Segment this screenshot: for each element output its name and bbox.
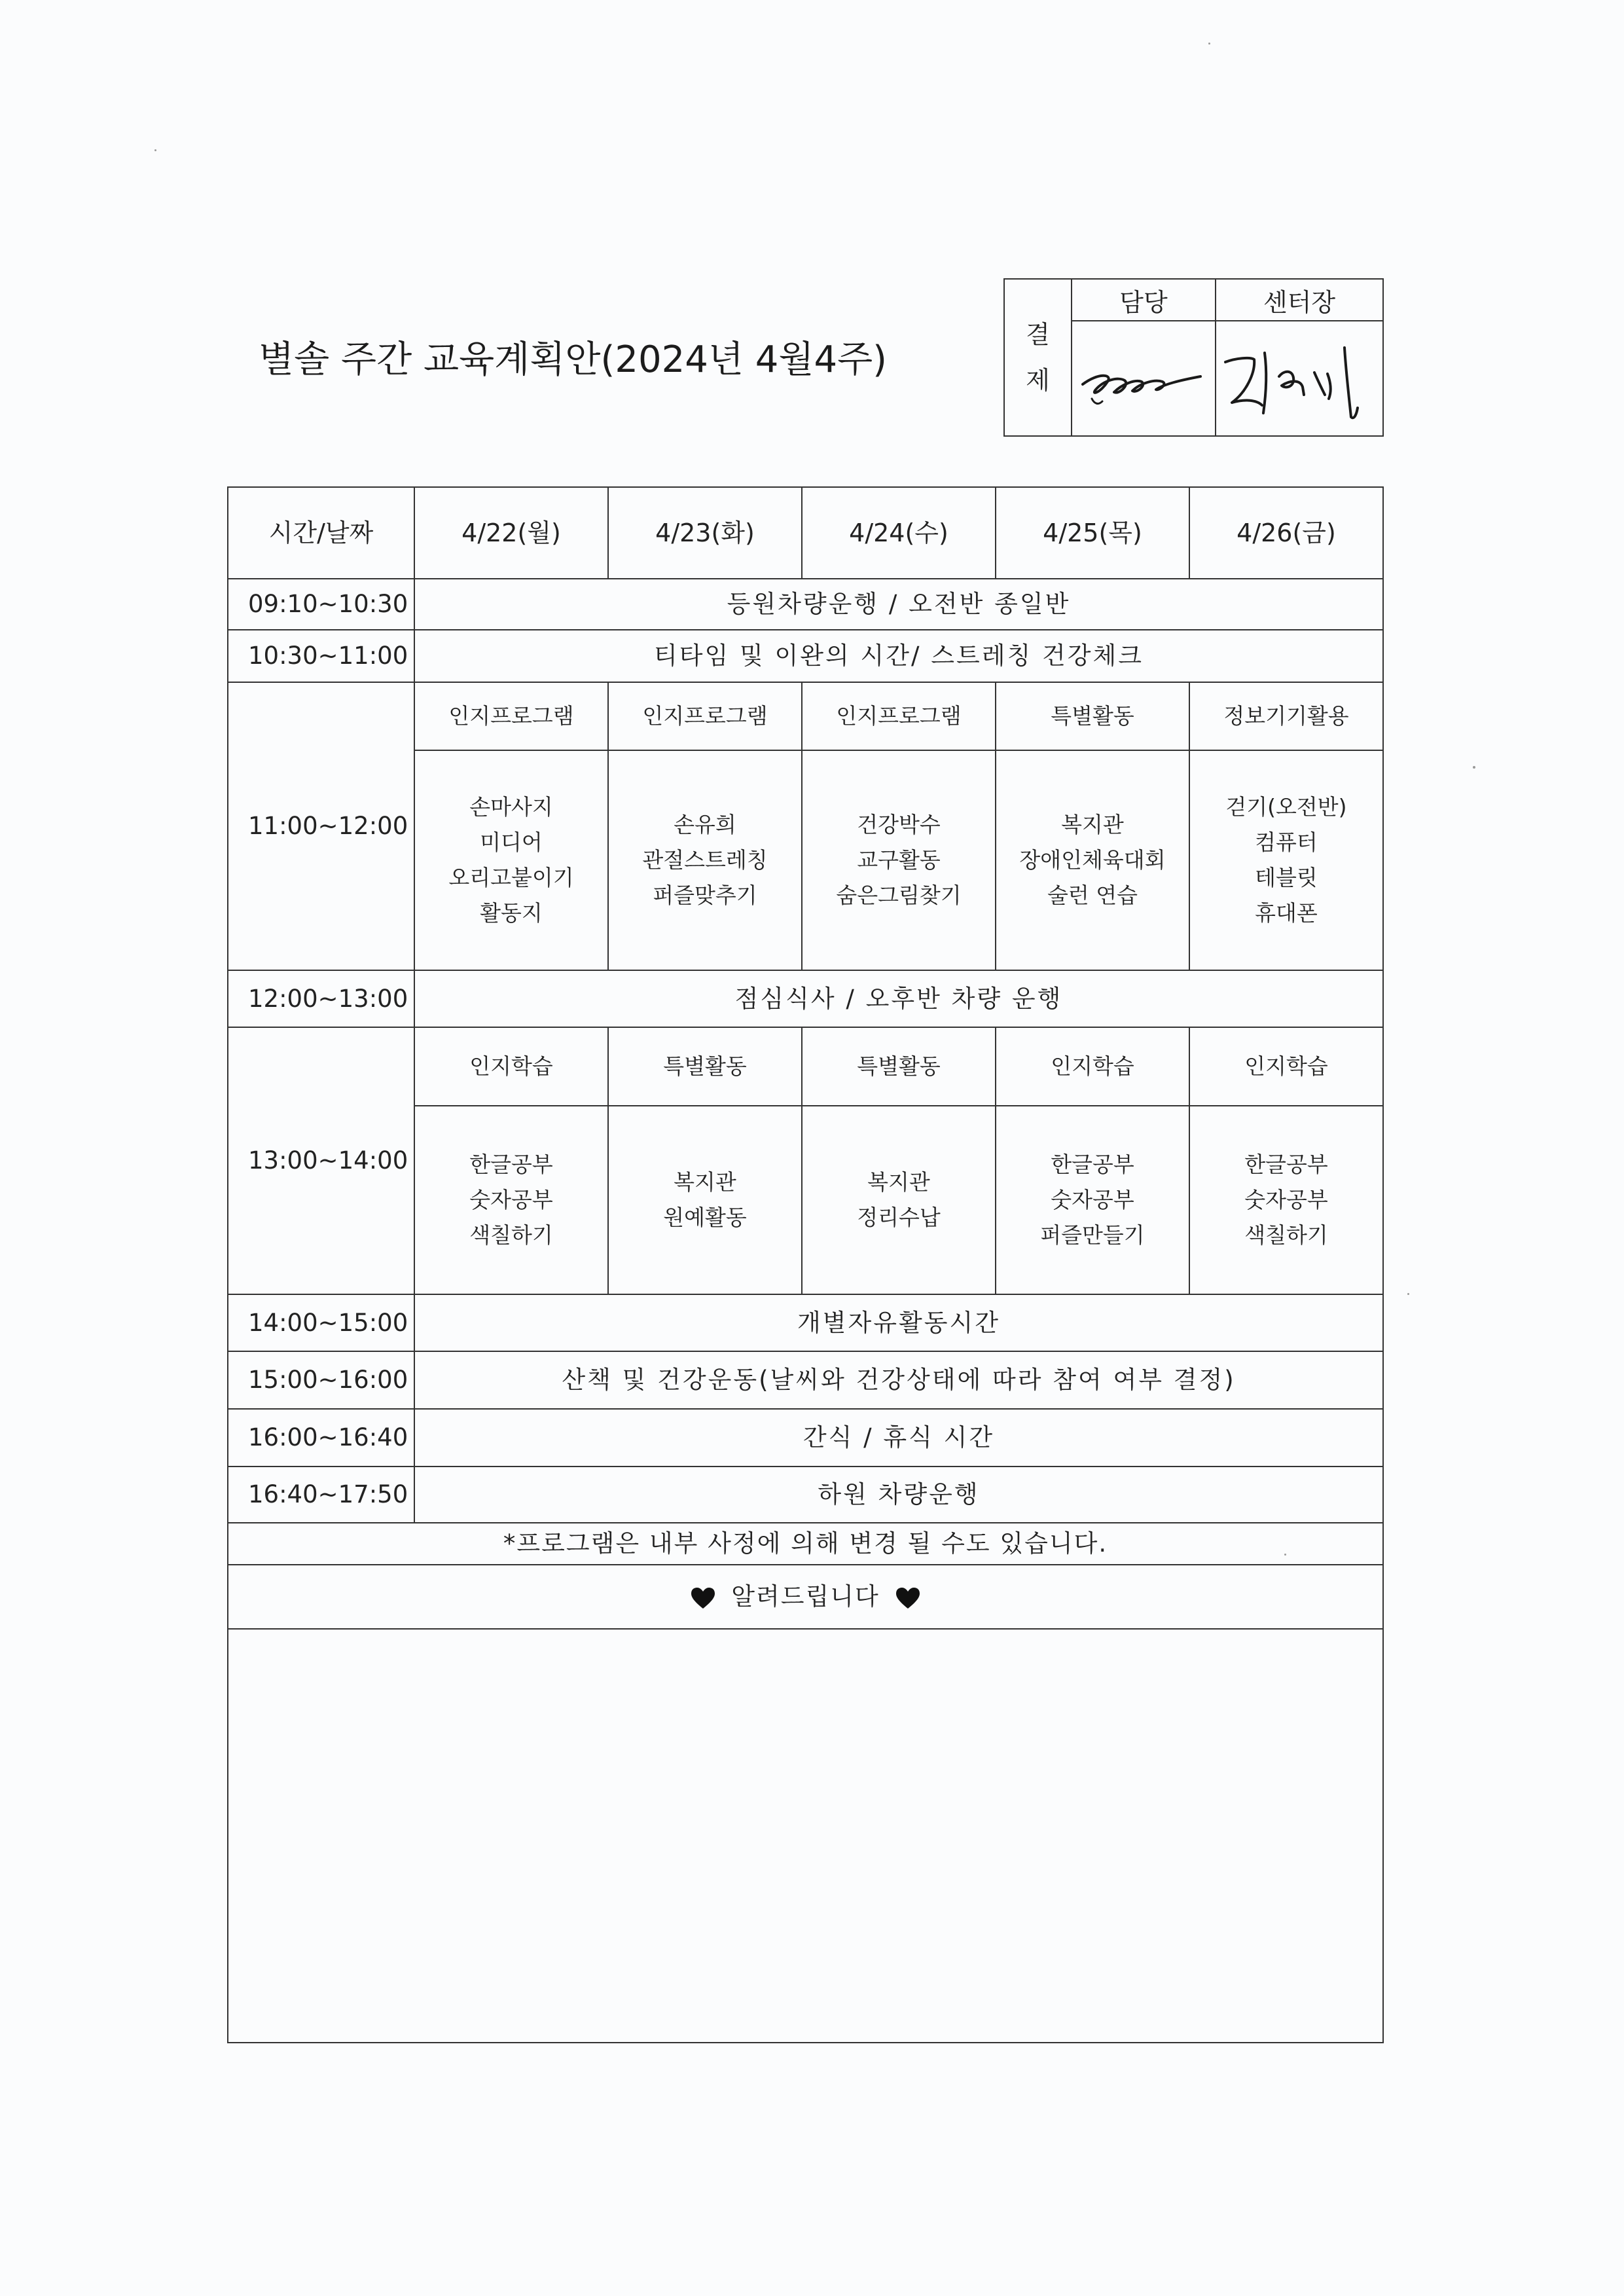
detail-line: 오리고붙이기: [448, 865, 574, 890]
detail-line: 복지관: [1061, 812, 1124, 837]
change-notice: *프로그램은 내부 사정에 의해 변경 될 수도 있습니다.: [228, 1523, 1383, 1565]
approval-label-bottom: 제: [1026, 366, 1050, 395]
scan-speck: [1208, 43, 1210, 45]
approval-col-manager: 담당: [1072, 279, 1216, 321]
category-cell: 인지프로그램: [608, 682, 802, 750]
approval-col-director: 센터장: [1216, 279, 1383, 321]
time-cell: 14:00~15:00: [228, 1294, 414, 1351]
detail-cell: [802, 750, 996, 970]
header-row: [228, 487, 1383, 579]
approval-label: [1004, 279, 1072, 436]
detail-line: 장애인체육대회: [1019, 847, 1166, 873]
table-row: [228, 1523, 1383, 1565]
detail-cell: [608, 750, 802, 970]
activity-cell: 간식 / 휴식 시간: [414, 1409, 1383, 1467]
time-cell: 11:00~12:00: [228, 682, 414, 970]
announcement-body: [228, 1629, 1383, 2043]
activity-cell: 하원 차량운행: [414, 1467, 1383, 1523]
category-cell: 특별활동: [802, 1027, 996, 1106]
time-cell: 15:00~16:00: [228, 1351, 414, 1409]
detail-line: 테블릿: [1255, 865, 1318, 890]
director-signature-mark: [1216, 321, 1384, 437]
category-cell: 정보기기활용: [1189, 682, 1383, 750]
activity-cell: 티타임 및 이완의 시간/ 스트레칭 건강체크: [414, 630, 1383, 682]
header-day-thu: 4/25(목): [996, 487, 1189, 579]
heart-icon: [691, 1587, 715, 1609]
table-row: [228, 1409, 1383, 1467]
detail-line: 컴퓨터: [1255, 829, 1318, 855]
header-day-mon: 4/22(월): [414, 487, 608, 579]
category-cell: 인지학습: [996, 1027, 1189, 1106]
heart-icon: [895, 1587, 920, 1609]
detail-line: 복지관: [674, 1169, 736, 1195]
detail-line: 숫자공부: [1244, 1187, 1328, 1212]
table-row: [228, 1027, 1383, 1106]
category-cell: 인지프로그램: [802, 682, 996, 750]
time-cell: 10:30~11:00: [228, 630, 414, 682]
detail-line: 퍼즐만들기: [1040, 1222, 1145, 1248]
table-row: [228, 970, 1383, 1027]
detail-line: 손유희: [674, 812, 736, 837]
table-row: [228, 630, 1383, 682]
approval-label-top: 결: [1026, 320, 1050, 349]
detail-line: 한글공부: [1244, 1152, 1328, 1177]
category-cell: 특별활동: [996, 682, 1189, 750]
table-row: [228, 1294, 1383, 1351]
detail-cell: [996, 750, 1189, 970]
activity-cell: 등원차량운행 / 오전반 종일반: [414, 579, 1383, 630]
detail-line: 휴대폰: [1255, 900, 1318, 926]
scan-speck: [1473, 766, 1475, 769]
approval-box: [1003, 278, 1384, 437]
time-cell: 09:10~10:30: [228, 579, 414, 630]
time-cell: 16:00~16:40: [228, 1409, 414, 1467]
table-row: [228, 682, 1383, 750]
time-cell: 16:40~17:50: [228, 1467, 414, 1523]
detail-line: 손마사지: [469, 794, 553, 820]
table-row: [228, 1467, 1383, 1523]
detail-cell: [996, 1106, 1189, 1294]
header-day-tue: 4/23(화): [608, 487, 802, 579]
detail-line: 걷기(오전반): [1225, 794, 1347, 820]
manager-signature: [1072, 321, 1216, 436]
header-day-fri: 4/26(금): [1189, 487, 1383, 579]
detail-line: 색칠하기: [1244, 1222, 1328, 1248]
detail-line: 퍼즐맞추기: [653, 883, 757, 908]
time-cell: 13:00~14:00: [228, 1027, 414, 1294]
time-cell: 12:00~13:00: [228, 970, 414, 1027]
category-cell: 인지프로그램: [414, 682, 608, 750]
detail-cell: [414, 750, 608, 970]
detail-line: 한글공부: [469, 1152, 553, 1177]
detail-line: 숨은그림찾기: [836, 883, 962, 908]
detail-line: 관절스트레칭: [642, 847, 768, 873]
director-signature: [1216, 321, 1383, 436]
detail-line: 숫자공부: [1051, 1187, 1134, 1212]
detail-line: 술런 연습: [1047, 883, 1138, 908]
category-cell: 특별활동: [608, 1027, 802, 1106]
category-cell: 인지학습: [1189, 1027, 1383, 1106]
activity-cell: 점심식사 / 오후반 차량 운행: [414, 970, 1383, 1027]
scan-speck: [1284, 1554, 1286, 1556]
manager-signature-mark: [1072, 321, 1216, 437]
weekly-schedule-table: [227, 486, 1384, 2043]
table-row: [228, 1565, 1383, 1629]
detail-line: 정리수납: [857, 1205, 941, 1230]
detail-line: 교구활동: [857, 847, 941, 873]
table-row: [228, 1351, 1383, 1409]
category-cell: 인지학습: [414, 1027, 608, 1106]
detail-line: 미디어: [480, 829, 543, 855]
detail-cell: [414, 1106, 608, 1294]
page-title: 별솔 주간 교육계획안(2024년 4월4주): [259, 338, 888, 381]
detail-line: 건강박수: [857, 812, 941, 837]
header-time-date: 시간/날짜: [228, 487, 414, 579]
detail-line: 한글공부: [1051, 1152, 1134, 1177]
scan-speck: [1407, 1293, 1409, 1295]
detail-cell: [608, 1106, 802, 1294]
activity-cell: 개별자유활동시간: [414, 1294, 1383, 1351]
activity-cell: 산책 및 건강운동(날씨와 건강상태에 따라 참여 여부 결정): [414, 1351, 1383, 1409]
detail-line: 색칠하기: [469, 1222, 553, 1248]
detail-cell: [802, 1106, 996, 1294]
announcement-heading: [228, 1565, 1383, 1629]
detail-cell: [1189, 750, 1383, 970]
detail-cell: [1189, 1106, 1383, 1294]
announcement-label: 알려드립니다: [731, 1582, 880, 1611]
table-row: [228, 1629, 1383, 2043]
detail-line: 활동지: [480, 900, 543, 926]
scan-speck: [154, 149, 156, 151]
table-row: [228, 579, 1383, 630]
detail-line: 원예활동: [663, 1205, 747, 1230]
header-day-wed: 4/24(수): [802, 487, 996, 579]
detail-line: 숫자공부: [469, 1187, 553, 1212]
detail-line: 복지관: [867, 1169, 930, 1195]
